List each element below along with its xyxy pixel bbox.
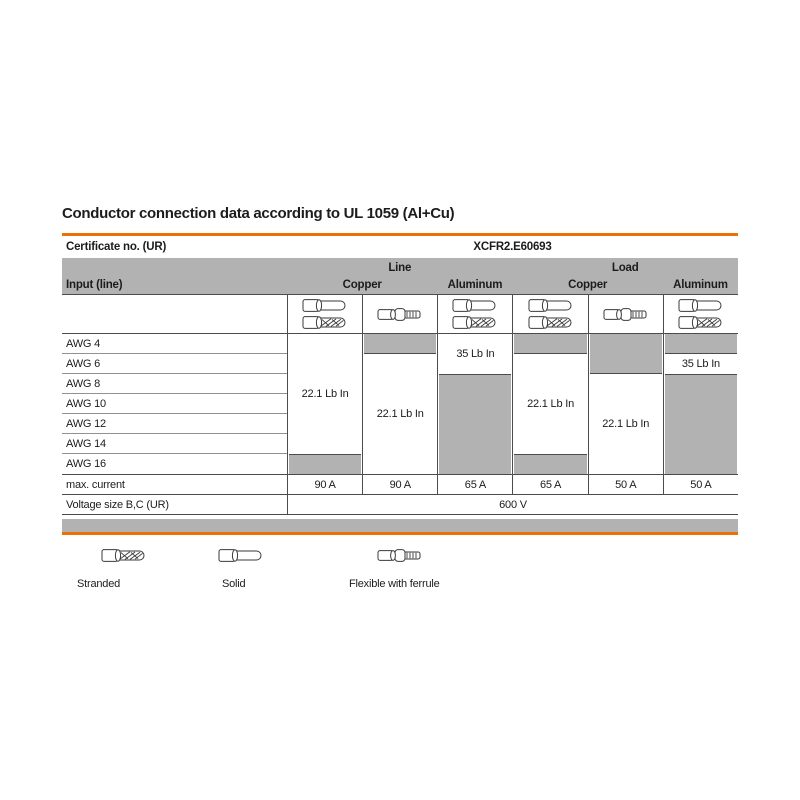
solid-wire-icon [528, 298, 574, 313]
max-current-label: max. current [66, 478, 125, 491]
certificate-value: XCFR2.E60693 [473, 241, 552, 253]
torque-segment [513, 354, 587, 454]
icon-cell-load-copper-wire [512, 295, 587, 333]
torque-column-load-copper-wire [512, 334, 587, 474]
group-label-load: Load [611, 262, 639, 274]
row-label-awg-10: AWG 10 [62, 394, 287, 414]
certificate-row [62, 236, 738, 258]
icon-cell-line-copper-wire [287, 295, 362, 333]
torque-column-line-aluminum-wire [437, 334, 512, 474]
row-label-awg-16: AWG 16 [66, 458, 106, 470]
not-applicable-segment [514, 334, 586, 354]
subgroup-load-copper: Copper [568, 279, 608, 291]
conductor-type-legend [62, 548, 738, 618]
not-applicable-segment [665, 374, 737, 474]
row-label-awg-14: AWG 14 [62, 434, 287, 454]
legend-item-stranded [77, 548, 147, 590]
torque-column-load-aluminum-wire [663, 334, 738, 474]
conductor-icon-row [62, 295, 738, 334]
ferrule-wire-icon [377, 307, 423, 322]
orange-rule-bottom [62, 532, 738, 535]
max-current-value-load-aluminum-wire: 50 A [663, 475, 738, 494]
voltage-row [62, 495, 738, 515]
torque-value: 35 Lb In [681, 358, 720, 370]
torque-value: 35 Lb In [456, 348, 495, 360]
not-applicable-segment [514, 454, 586, 474]
icon-cell-line-aluminum-wire [437, 295, 512, 333]
stranded-wire-icon [528, 315, 574, 330]
torque-column-line-copper-wire [287, 334, 362, 474]
max-current-value-load-copper-wire: 65 A [512, 475, 587, 494]
legend-label-stranded: Stranded [77, 578, 121, 590]
table-header-band [62, 258, 738, 295]
row-label-awg-12: AWG 12 [62, 414, 287, 434]
group-label-line: Line [388, 262, 412, 274]
not-applicable-segment [364, 334, 436, 354]
subgroup-load-aluminum: Aluminum [673, 279, 728, 291]
not-applicable-segment [439, 374, 511, 474]
torque-value: 22.1 Lb In [527, 398, 575, 410]
voltage-value: 600 V [287, 495, 738, 514]
row-label-awg-6: AWG 6 [62, 354, 287, 374]
input-line-label: Input (line) [66, 279, 123, 291]
solid-wire-icon [452, 298, 498, 313]
not-applicable-segment [590, 334, 662, 374]
subgroup-line-aluminum: Aluminum [447, 279, 503, 291]
solid-wire-icon [302, 298, 348, 313]
stranded-wire-icon [678, 315, 724, 330]
ferrule-wire-icon [603, 307, 649, 322]
torque-matrix [62, 334, 738, 474]
legend-item-ferrule [349, 548, 440, 590]
certificate-label: Certificate no. (UR) [66, 241, 167, 253]
torque-value: 22.1 Lb In [376, 408, 424, 420]
voltage-label: Voltage size B,C (UR) [66, 498, 169, 511]
max-current-value-line-copper-ferrule: 90 A [362, 475, 437, 494]
torque-segment [288, 334, 362, 454]
solid-wire-icon [218, 548, 264, 563]
icon-cell-line-copper-ferrule [362, 295, 437, 333]
torque-value: 22.1 Lb In [602, 418, 650, 430]
max-current-row [62, 474, 738, 495]
row-label-awg-8: AWG 8 [62, 374, 287, 394]
ferrule-wire-icon [377, 548, 423, 563]
legend-icon-wrap [218, 548, 264, 565]
icon-cell-load-copper-ferrule [588, 295, 663, 333]
not-applicable-segment [289, 454, 361, 474]
max-current-value-line-aluminum-wire: 65 A [437, 475, 512, 494]
not-applicable-segment [665, 334, 737, 354]
torque-value: 22.1 Lb In [301, 388, 349, 400]
legend-item-solid [222, 548, 264, 590]
legend-icon-wrap [101, 548, 147, 565]
legend-label-solid: Solid [222, 578, 246, 590]
torque-column-load-copper-ferrule [588, 334, 663, 474]
stranded-wire-icon [101, 548, 147, 563]
torque-column-line-copper-ferrule [362, 334, 437, 474]
header-group-row [62, 258, 738, 274]
datasheet-section [62, 0, 738, 618]
legend-label-ferrule: Flexible with ferrule [349, 578, 440, 590]
page-title: Conductor connection data according to UL 1059 (Al+Cu) [62, 205, 455, 222]
icon-row-spacer [62, 295, 287, 333]
torque-segment [589, 374, 663, 474]
row-label-awg-4: AWG 4 [62, 334, 287, 354]
torque-segment [664, 354, 738, 374]
max-current-value-line-copper-wire: 90 A [287, 475, 362, 494]
awg-row-labels [62, 334, 287, 474]
solid-wire-icon [678, 298, 724, 313]
torque-segment [363, 354, 437, 474]
stranded-wire-icon [452, 315, 498, 330]
subgroup-line-copper: Copper [342, 279, 382, 291]
icon-cell-load-aluminum-wire [663, 295, 738, 333]
header-subgroup-row [62, 274, 738, 294]
max-current-value-load-copper-ferrule: 50 A [588, 475, 663, 494]
gray-separator-band [62, 519, 738, 532]
legend-icon-wrap [377, 548, 440, 565]
torque-segment [438, 334, 512, 374]
stranded-wire-icon [302, 315, 348, 330]
